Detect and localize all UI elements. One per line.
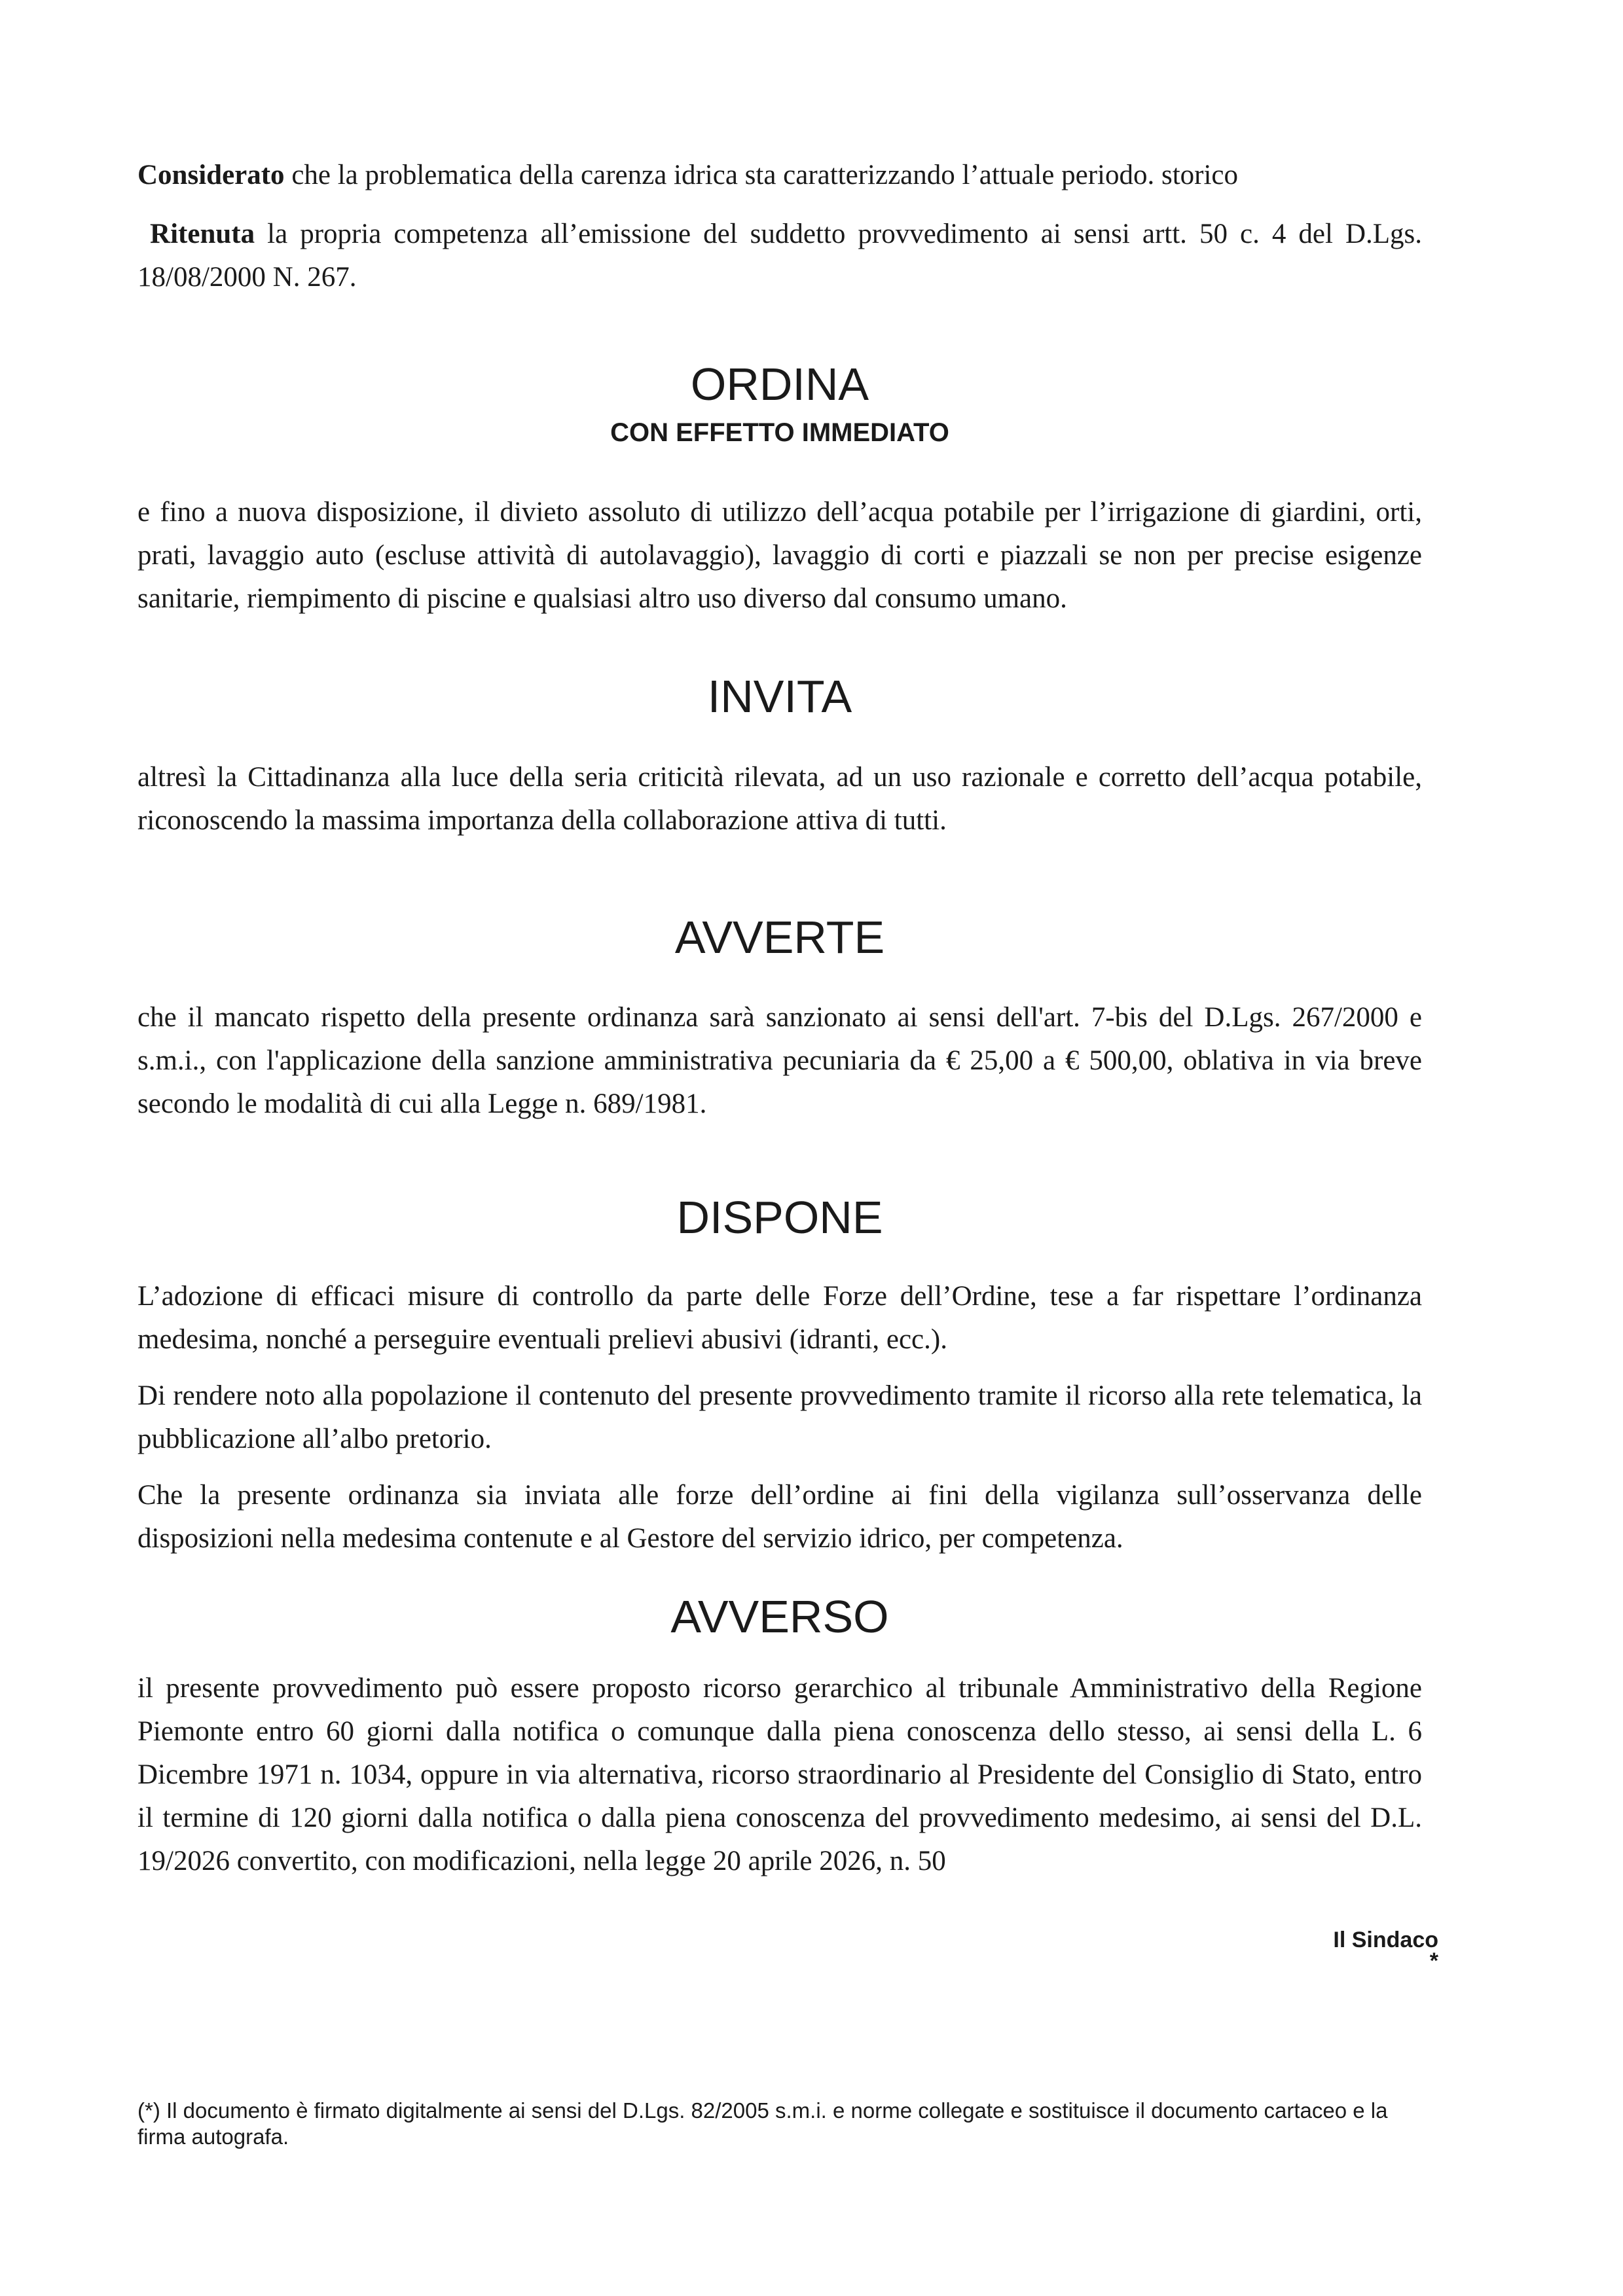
invita-heading: INVITA (707, 671, 852, 722)
ordina-paragraph (137, 491, 1422, 620)
ordina-subheading: CON EFFETTO IMMEDIATO (610, 418, 949, 447)
digital-signature-footnote: (*) Il documento è firmato digitalmente ai sensi del D.Lgs. 82/2005 s.m.i. e norme collegate e sostituisce il documento cartaceo e la firma autografa. (137, 2098, 1388, 2149)
avverte-paragraph (137, 996, 1422, 1126)
dispone-text-1: L’adozione di efficaci misure di controllo da parte delle Forze dell’Ordine, tese a far rispettare l’ordinanza medesima, nonché a perseguire eventuali prelievi abusivi (idranti, ecc.). (137, 1281, 1422, 1355)
ordina-text: e fino a nuova disposizione, il divieto assoluto di utilizzo dell’acqua potabile per l’irrigazione di giardini, orti, prati, lavaggio auto (escluse attività di autolavaggio), lavaggio di corti e piazzali se non per precise esigenze sanitarie, riempimento di piscine e qualsiasi altro uso diverso dal consumo umano. (137, 497, 1422, 614)
signature-block (1333, 1927, 1438, 1974)
ordina-heading: ORDINA (690, 359, 869, 410)
signature-mark: * (1429, 1948, 1438, 1973)
invita-paragraph (137, 756, 1422, 842)
avverte-text: che il mancato rispetto della presente ordinanza sarà sanzionato ai sensi dell'art. 7-bis del D.Lgs. 267/2000 e s.m.i., con l'applicazione della sanzione amministrativa pecuniaria da € 25,00 a € 500,00, oblativa in via breve secondo le modalità di cui alla Legge n. 689/1981. (137, 1002, 1422, 1119)
dispone-paragraph-1 (137, 1275, 1422, 1361)
avverso-paragraph (137, 1667, 1422, 1883)
invita-text: altresì la Cittadinanza alla luce della seria criticità rilevata, ad un uso razionale e corretto dell’acqua potabile, riconoscendo la massima importanza della collaborazione attiva di tutti. (137, 762, 1422, 836)
dispone-paragraph-2 (137, 1374, 1422, 1461)
ritenuta-paragraph (137, 213, 1422, 299)
considerato-text: che la problematica della carenza idrica sta caratterizzando l’attuale periodo. storico (284, 160, 1238, 190)
dispone-heading: DISPONE (676, 1192, 883, 1243)
avverso-heading: AVVERSO (670, 1591, 889, 1642)
avverso-text: il presente provvedimento può essere proposto ricorso gerarchico al tribunale Amministrativo della Regione Piemonte entro 60 giorni dalla notifica o comunque dalla piena conoscenza dello stesso, ai sensi della L. 6 Dicembre 1971 n. 1034, oppure in via alternativa, ricorso straordinario al Presidente del Consiglio di Stato, entro il termine di 120 giorni dalla notifica o dalla piena conoscenza del provvedimento medesimo, ai sensi del D.L. 19/2026 convertito, con modificazioni, nella legge 20 aprile 2026, n. 50 (137, 1673, 1422, 1876)
ritenuta-text: la propria competenza all’emissione del suddetto provvedimento ai sensi artt. 50 c. 4 del D.Lgs. 18/08/2000 N. 267. (137, 219, 1423, 293)
dispone-text-3: Che la presente ordinanza sia inviata alle forze dell’ordine ai fini della vigilanza sull’osservanza delle disposizioni nella medesima contenute e al Gestore del servizio idrico, per competenza. (137, 1480, 1422, 1554)
signature-title: Il Sindaco (1333, 1928, 1438, 1952)
avverte-heading: AVVERTE (674, 912, 885, 963)
considerato-label: Considerato (137, 160, 285, 190)
dispone-paragraph-3 (137, 1474, 1422, 1560)
considerato-paragraph (137, 154, 1422, 197)
ritenuta-label: Ritenuta (150, 219, 255, 249)
dispone-text-2: Di rendere noto alla popolazione il contenuto del presente provvedimento tramite il ricorso alla rete telematica, la pubblicazione all’albo pretorio. (137, 1380, 1422, 1454)
